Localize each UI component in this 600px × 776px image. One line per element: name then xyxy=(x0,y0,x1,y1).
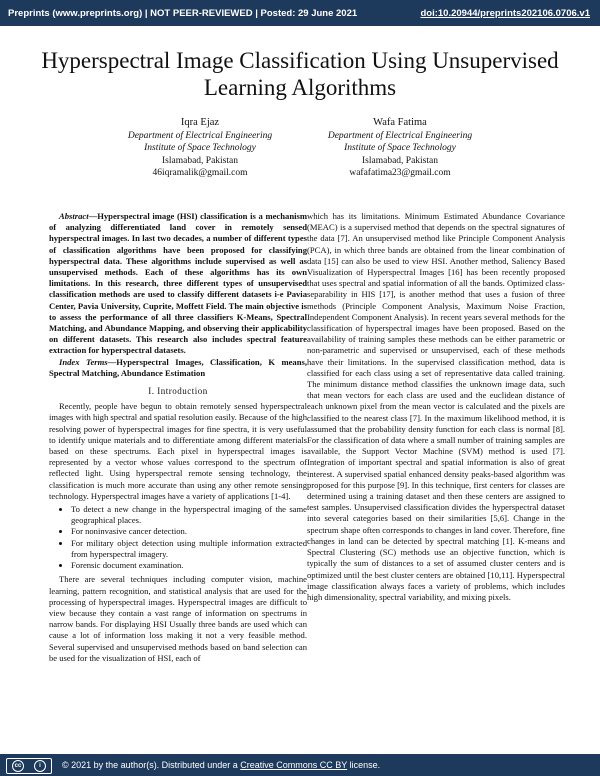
author-city: Islamabad, Pakistan xyxy=(362,155,438,166)
list-item: • For noninvasive cancer detection. xyxy=(71,526,307,537)
attribution-icon: i xyxy=(34,760,46,772)
intro-paragraph-1: Recently, people have begun to obtain remotely sensed hyperspectral images with high spectral and spatial resolution easily. Because of the high resolving power of hyperspectral images for fine spectra, it is very useful to identify unique materials and to differentiate among different materials based on these spectrums. Each pixel in hyperspectral images is represented by a vector whose values correspond to the spectrum of reflected light. Using hyperspectral remote sensing technology, the classification is much more accurate than using any other remote sensing technology. Hyperspectral images have a variety of applications [1-4]. xyxy=(49,401,307,501)
author-name: Wafa Fatima xyxy=(373,117,427,128)
creative-commons-icon: cc xyxy=(12,760,24,772)
author-block-1 xyxy=(90,117,310,180)
left-column xyxy=(49,211,307,664)
license-link[interactable]: Creative Commons CC BY xyxy=(240,760,348,770)
section-heading-introduction: I. Introduction xyxy=(148,386,208,397)
author-name: Iqra Ejaz xyxy=(180,117,220,128)
index-terms: Index Terms—Hyperspectral Images, Classification, K means, Spectral Matching, Abundance Estimation xyxy=(49,356,308,378)
author-city: Islamabad, Pakistan xyxy=(162,155,238,166)
doi-link[interactable]: doi:10.20944/preprints202106.0706.v1 xyxy=(420,8,590,19)
index-terms-label: Index Terms xyxy=(59,356,108,367)
list-item: • To detect a new change in the hyperspectral imaging of the same geographical places. xyxy=(71,504,307,526)
preprint-header-bar xyxy=(0,0,600,26)
abstract: Abstract—Hyperspectral image (HSI) classification is a mechanism of analyzing differentiated land cover in remotely sensed hyperspectral images. In last two decades, a number of different types of classification algorithms have been proposed for classifying hyperspectral data. These algorithms include supervised as well as unsupervised methods. Each of these algorithms has its own limitations. In this research, three different types of unsupervised classification methods are used to classify different datasets i-e Pavia Center, Pavia University, Cuprite, Moffett Field. The main objective is to assess the performance of all three classifiers K-Means, Spectral Matching, and Abundance Mapping, and observing their applicability on different datasets. This research also includes spectral feature extraction for hyperspectral datasets. xyxy=(49,211,307,356)
list-item: • Forensic document examination. xyxy=(71,560,307,571)
author-department: Department of Electrical Engineering xyxy=(327,130,473,141)
list-item: • For military object detection using multiple information extracted from hyperspectral imagery. xyxy=(71,538,307,560)
license-footer xyxy=(0,754,600,776)
author-institute: Institute of Space Technology xyxy=(144,143,256,153)
abstract-label: Abstract xyxy=(59,211,89,221)
author-email[interactable]: 46iqramalik@gmail.com xyxy=(152,168,248,178)
author-department: Department of Electrical Engineering xyxy=(127,130,273,141)
intro-paragraph-2: There are several techniques including computer vision, machine learning, pattern recognition, and statistical analysis that are used for the processing of hyperspectral images. Hyperspectral images are difficult to view because they contain a vast range of information on spectrums in narrow bands. For displaying HSI Usually three bands are used which can cause a lot of information loss making it not a very feasible method. Several supervised and unsupervised methods based on band selection can be used for the visualization of HSI, each of xyxy=(49,574,307,663)
cc-by-badge[interactable] xyxy=(6,758,52,774)
abstract-text: Hyperspectral image (HSI) classification is a mechanism of analyzing differentiated land cover in remotely sensed hyperspectral images. In last two decades, a number of different types of classification algorithms have been proposed for classifying hyperspectral data. These algorithms include supervised as well as unsupervised methods. Each of these algorithms has its own limitations. In this research, three different types of unsupervised classification methods are used to classify different datasets i-e Pavia Center, Pavia University, Cuprite, Moffett Field. The main objective is to assess the performance of all three classifiers K-Means, Spectral Matching, and Abundance Mapping, and observing their applicability on different datasets. This research also includes spectral feature extraction for hyperspectral datasets. xyxy=(49,211,307,356)
author-institute: Institute of Space Technology xyxy=(344,143,456,153)
paper-title: Hyperspectral Image Classification Using Unsupervised Learning Algorithms xyxy=(41,48,559,100)
application-list xyxy=(49,504,307,571)
intro-paragraph-3: which has its limitations. Minimum Estimated Abundance Covariance (MEAC) is a supervised method that depends on the spectral signatures of the data [7]. An unsupervised method like Principle Component Analysis (PCA), in which three bands are obtained from the linear combination of data [15] can also be used to view HSI. Another method, Saliency Based Visualization of Hyperspectral Images [16] has been recently proposed that uses spectral and spatial information of all the bands. Optimized class-separability in HIS [17], is another method that uses a fusion of three methods (Principle Component Analysis, Maximum Noise Fraction, Independent Component Analysis). In recent years several methods for the classification of hyperspectral images have been proposed. Based on the availability of training samples these methods can be either parametric or non-parametric and supervised or unsupervised, each of these methods have their limitations. In the supervised classification method, data is classified for each class using a set of representative data called training. The minimum distance method classifies the unknown image data, such that mean vectors for each class are used and the euclidean distance of each unknown pixel from the mean vector is calculated and the pixels are classified to the nearest class [7]. In the maximum likelihood method, it is assumed that the probability density function for each class is normal [8]. For the classification of data where a small number of training samples are available, the Support Vector Machine (SVM) method is used [7]. Integration of important spectral and spatial information is also of great interest. A supervised spatial enhanced density peaks-based algorithm was proposed for this purpose [9]. In this technique, first centers for classes are determined using a training dataset and then these centers are assigned to test samples. Unsupervised classification divides the hyperspectral dataset into several categories based on their similarities [5,6]. Change in the spectrum shape often corresponds to changes in land cover. Therefore, fine changes in land can be detected by spectral matching [1]. K-means and Spectral Clustering (SC) methods use an objective function, which is typically the sum of distances to a set of assumed cluster centers and is optimized until the best cluster centers are obtained [10,11]. Hyperspectral image classification always faces a variety of problems, which includes high dimensionality, spectral variability, and mixing pixels. xyxy=(307,211,565,602)
author-block-2 xyxy=(290,117,510,180)
index-terms-text: Hyperspectral Images, Classification, K means, Spectral Matching, Abundance Estimation xyxy=(49,356,308,378)
license-text: © 2021 by the author(s). Distributed under a Creative Commons CC BY license. xyxy=(62,760,381,770)
right-column xyxy=(307,211,565,603)
author-email[interactable]: wafafatima23@gmail.com xyxy=(349,168,451,178)
preprint-header-text: Preprints (www.preprints.org) | NOT PEER-REVIEWED | Posted: 29 June 2021 xyxy=(8,8,358,19)
